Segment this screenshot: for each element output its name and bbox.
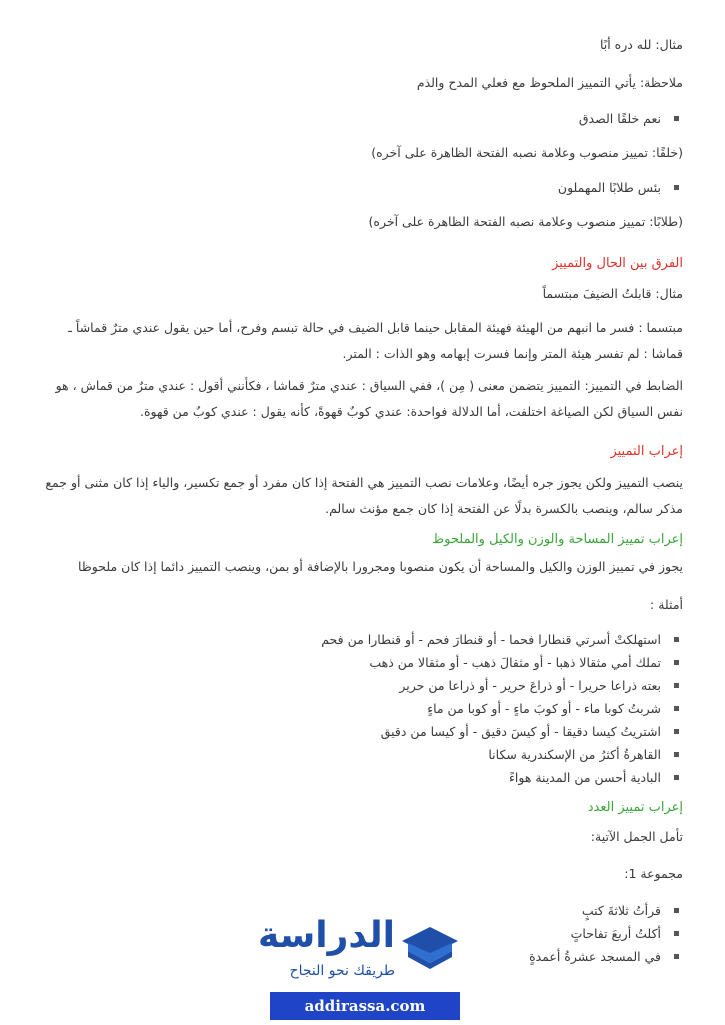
- list-item: في المسجد عشرةُ أعمدةٍ: [42, 945, 683, 968]
- parsing-text: (خلقًا: تمييز منصوب وعلامة نصبه الفتحة الظاهرة على آخره): [371, 145, 683, 160]
- site-url[interactable]: addirassa.com: [270, 992, 460, 1020]
- explanation-paragraph: مبتسما : فسر ما انبهم من الهيئة فهيئة المقابل حينما قابل الضيف في حالة تبسم وفرح، أما حين يقول عندي مترٌ قماشاً ـ قماشا : لم تفسر هيئة المتر وإنما فسرت إبهامه وهو الذات : المتر.: [68, 320, 683, 361]
- logo-subtitle: طريقك نحو النجاح: [289, 963, 395, 979]
- section-heading: الفرق بين الحال والتمييز: [552, 256, 683, 271]
- subsection-heading: إعراب تمييز العدد: [587, 800, 683, 815]
- instruction-text: تأمل الجمل الآتية:: [590, 829, 683, 844]
- logo-title: الدراسة: [258, 915, 395, 956]
- examples-list: [42, 628, 683, 789]
- rule-paragraph: الضابط في التمييز: التمييز يتضمن معنى ( مِن )، ففي السياق : عندي مترٌ قماشا ، فكأنني أقول : عندي مترٌ من قماش ، هو نفس السياق لكن الصياغة اختلفت، أما الدلالة فواحدة: عندي كوبٌ قهوةً، كأنه يقول : عندي كوبٌ من قهوة.: [55, 378, 683, 419]
- example-text: مثال: لله دره أبًا: [599, 37, 683, 52]
- parsing-paragraph: ينصب التمييز ولكن يجوز جره أيضًا، وعلامات نصب التمييز هي الفتحة إذا كان مفرد أو جمع تكسير، والياء إذا كان مثنى أو جمع مذكر سالم، وينصب بالكسرة بدلًا عن الفتحة إذا كان جمع مؤنث سالم.: [45, 475, 683, 516]
- example-text: مثال: قابلتُ الضيفَ مبتسماً: [542, 286, 683, 301]
- graduation-cap-icon: [400, 923, 460, 973]
- list-item: شربتُ كوبا ماء - أو كوبَ ماءٍ - أو كوبا من ماءٍ: [42, 697, 683, 720]
- list-item: البادية أحسن من المدينة هواءً: [42, 766, 683, 789]
- list-item: تملك أمي مثقالا ذهبا - أو مثقالَ ذهب - أو مثقالا من ذهب: [42, 651, 683, 674]
- list-item: بئس طلابًا المهملون: [42, 176, 683, 199]
- list-item: استهلكتْ أسرتي قنطارا فحما - أو قنطارَ فحم - أو قنطارا من فحم: [42, 628, 683, 651]
- bullet-list: [42, 107, 683, 130]
- rule-paragraph: يجوز في تمييز الوزن والكيل والمساحة أن يكون منصوبا ومجرورا بالإضافة أو بمن، وينصب التمييز دائما إذا كان ملحوظا: [78, 559, 683, 574]
- examples-label: أمثلة :: [650, 597, 683, 612]
- list-item: نعم خلقًا الصدق: [42, 107, 683, 130]
- list-item: بعته ذراعا حريرا - أو ذراعَ حرير - أو ذراعا من حرير: [42, 674, 683, 697]
- group-label: مجموعة 1:: [624, 866, 683, 881]
- subsection-heading: إعراب تمييز المساحة والوزن والكيل والملحوظ: [432, 532, 683, 547]
- section-heading: إعراب التمييز: [610, 444, 683, 459]
- bullet-list: [42, 176, 683, 199]
- note-text: ملاحظة: يأتي التمييز الملحوظ مع فعلي المدح والذم: [416, 75, 683, 90]
- list-item: أكلتُ أربعَ تفاحاتٍ: [42, 922, 683, 945]
- list-item: اشتريتُ كيسا دقيقا - أو كيسَ دقيق - أو كيسا من دقيق: [42, 720, 683, 743]
- list-item: القاهرةُ أكثرُ من الإسكندرية سكانا: [42, 743, 683, 766]
- parsing-text: (طلابًا: تمييز منصوب وعلامة نصبه الفتحة الظاهرة على آخره): [368, 214, 683, 229]
- list-item: قرأتُ ثلاثةَ كتبٍ: [42, 899, 683, 922]
